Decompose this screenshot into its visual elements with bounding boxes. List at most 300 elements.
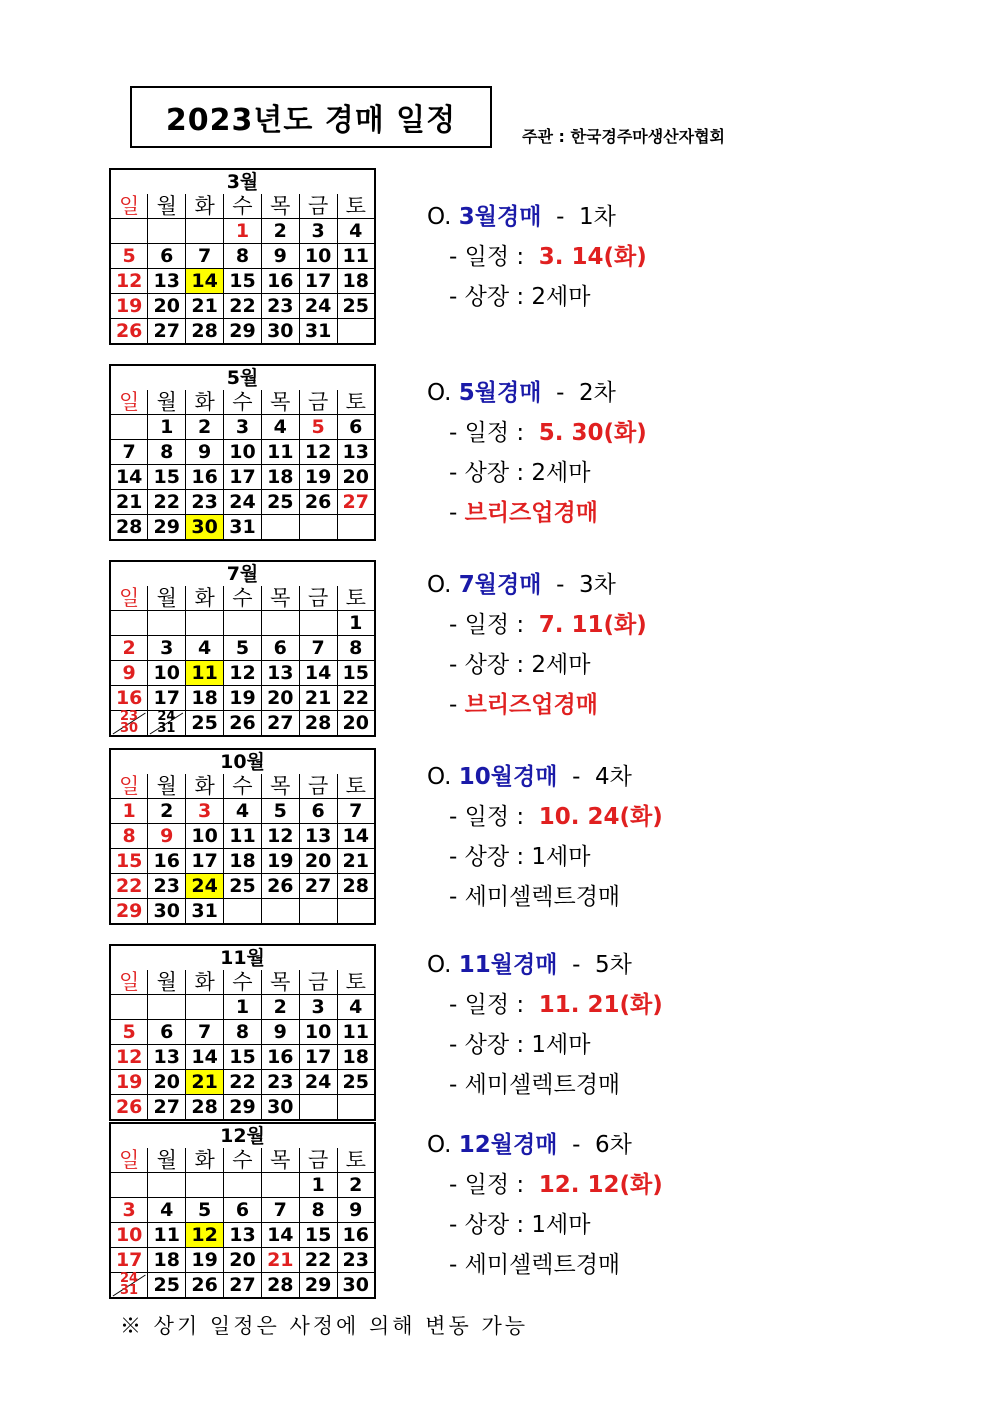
auction-type: 브리즈업경매 <box>464 692 598 718</box>
calendar-day: 30 <box>261 1095 299 1121</box>
calendar-day: 1 <box>224 219 262 244</box>
calendar-day: 2 <box>110 636 148 661</box>
auction-heading <box>427 574 647 597</box>
calendar-day: 28 <box>261 1273 299 1299</box>
calendar-day: 8 <box>110 824 148 849</box>
calendar-day: 4 <box>337 219 375 244</box>
weekday-header: 월 <box>148 390 186 415</box>
weekday-header: 월 <box>148 1148 186 1173</box>
calendar-day: 29 <box>148 515 186 541</box>
bullet-marker: O. <box>427 764 452 790</box>
calendar-day: 10 <box>186 824 224 849</box>
weekday-header: 화 <box>186 390 224 415</box>
auction-name: 7월경매 <box>458 572 542 598</box>
weekday-header: 금 <box>299 194 337 219</box>
calendar-month-title: 10월 <box>110 749 375 774</box>
calendar-day <box>110 611 148 636</box>
calendar-day: 2 <box>261 219 299 244</box>
auction-heading <box>427 1134 663 1157</box>
calendar-day: 24 <box>299 294 337 319</box>
auction-info-0 <box>427 206 647 309</box>
weekday-header: 목 <box>261 970 299 995</box>
separator: - <box>572 764 581 790</box>
calendar-day: 15 <box>148 465 186 490</box>
calendar-day: 7 <box>186 1020 224 1045</box>
calendar-day: 23 <box>148 874 186 899</box>
calendar-day: 16 <box>337 1223 375 1248</box>
calendar-day: 16 <box>261 1045 299 1070</box>
auction-heading <box>427 382 647 405</box>
calendar-day <box>299 899 337 925</box>
calendar-day: 10 <box>299 1020 337 1045</box>
split-day-top: 23 <box>120 709 139 724</box>
calendar-day: 25 <box>186 711 224 737</box>
calendar-day: 20 <box>337 465 375 490</box>
weekday-header: 수 <box>224 586 262 611</box>
venue-label: - 상장 : <box>449 1032 525 1058</box>
calendar-day: 8 <box>148 440 186 465</box>
calendar-day: 7 <box>299 636 337 661</box>
calendar-day: 2 <box>186 415 224 440</box>
weekday-header: 수 <box>224 970 262 995</box>
auction-round: 2차 <box>579 380 616 406</box>
auction-type-line: - 세미셀렉트경매 <box>449 1252 621 1278</box>
auction-name: 10월경매 <box>458 764 558 790</box>
calendar-day: 15 <box>337 661 375 686</box>
auction-heading <box>427 206 647 229</box>
auction-date: 3. 14(화) <box>538 244 647 270</box>
calendar-day: 20 <box>148 1070 186 1095</box>
weekday-header: 금 <box>299 586 337 611</box>
page-title: 2023년도 경매 일정 <box>130 86 492 148</box>
calendar-day: 6 <box>148 244 186 269</box>
calendar-day: 26 <box>110 319 148 345</box>
auction-round: 6차 <box>595 1132 632 1158</box>
calendar-day: 6 <box>261 636 299 661</box>
calendar-day: 13 <box>148 269 186 294</box>
calendar-day: 8 <box>299 1198 337 1223</box>
calendar-day: 27 <box>148 319 186 345</box>
calendar-day: 31 <box>299 319 337 345</box>
weekday-header: 화 <box>186 774 224 799</box>
schedule-line <box>449 806 663 829</box>
split-day-bottom: 30 <box>120 721 139 736</box>
calendar-day: 11 <box>337 1020 375 1045</box>
calendar-day: 4 <box>337 995 375 1020</box>
weekday-header: 수 <box>224 194 262 219</box>
calendar-day: 4 <box>148 1198 186 1223</box>
calendar-day: 15 <box>110 849 148 874</box>
calendar-day <box>110 995 148 1020</box>
calendar-day: 3 <box>148 636 186 661</box>
calendar-day: 19 <box>110 1070 148 1095</box>
calendar-day: 12 <box>110 269 148 294</box>
calendar-day: 28 <box>186 1095 224 1121</box>
split-day-bottom: 31 <box>120 1283 139 1298</box>
calendar-day <box>110 415 148 440</box>
separator: - <box>572 952 581 978</box>
calendar-day: 12 <box>224 661 262 686</box>
calendar-day: 29 <box>110 899 148 925</box>
calendar-day: 4 <box>261 415 299 440</box>
calendar-day: 18 <box>186 686 224 711</box>
calendar-day: 22 <box>224 1070 262 1095</box>
calendar-day: 24 <box>299 1070 337 1095</box>
bullet-marker: O. <box>427 1132 452 1158</box>
calendar-day: 23 <box>186 490 224 515</box>
auction-round: 1차 <box>579 204 616 230</box>
auction-type-line: - 브리즈업경매 <box>449 500 598 526</box>
calendar-day: 7 <box>186 244 224 269</box>
calendar-day: 29 <box>224 1095 262 1121</box>
calendar-day: 29 <box>224 319 262 345</box>
calendar-month-3 <box>109 748 376 925</box>
weekday-header: 수 <box>224 774 262 799</box>
calendar-day: 25 <box>148 1273 186 1299</box>
calendar-day: 2 <box>261 995 299 1020</box>
calendar-day: 5 <box>224 636 262 661</box>
auction-name: 12월경매 <box>458 1132 558 1158</box>
calendar-day: 23 <box>261 1070 299 1095</box>
weekday-header: 금 <box>299 1148 337 1173</box>
calendar-day: 13 <box>261 661 299 686</box>
venue-value: 2세마 <box>531 460 591 486</box>
auction-type: 세미셀렉트경매 <box>464 1072 621 1098</box>
auction-type-line: - 브리즈업경매 <box>449 692 598 718</box>
calendar-day: 14 <box>186 1045 224 1070</box>
bullet-marker: O. <box>427 952 452 978</box>
schedule-label: - 일정 : <box>449 992 525 1018</box>
calendar-day <box>337 1095 375 1121</box>
calendar-day <box>261 515 299 541</box>
calendar-day: 7 <box>337 799 375 824</box>
weekday-header: 일 <box>110 390 148 415</box>
schedule-label: - 일정 : <box>449 1172 525 1198</box>
calendar-day: 10 <box>299 244 337 269</box>
auction-date: 11. 21(화) <box>538 992 663 1018</box>
calendar-day: 18 <box>261 465 299 490</box>
calendar-day: 12 <box>261 824 299 849</box>
auction-type: 브리즈업경매 <box>464 500 598 526</box>
auction-name: 5월경매 <box>458 380 542 406</box>
calendar-day: 26 <box>299 490 337 515</box>
calendar-day: 4 <box>224 799 262 824</box>
calendar-day: 9 <box>186 440 224 465</box>
auction-type-line: - 세미셀렉트경매 <box>449 884 621 910</box>
venue-line <box>449 846 663 869</box>
weekday-header: 일 <box>110 1148 148 1173</box>
calendar-day: 30 <box>261 319 299 345</box>
calendar-day: 5 <box>110 244 148 269</box>
separator: - <box>572 1132 581 1158</box>
auction-heading <box>427 954 663 977</box>
calendar-month-title: 5월 <box>110 365 375 390</box>
calendar-day: 25 <box>337 294 375 319</box>
calendar-day: 3 <box>186 799 224 824</box>
auction-info-1 <box>427 382 647 525</box>
calendar-day: 20 <box>148 294 186 319</box>
auction-round: 5차 <box>595 952 632 978</box>
calendar-day <box>186 219 224 244</box>
calendar-day: 22 <box>224 294 262 319</box>
calendar-day: 23 <box>337 1248 375 1273</box>
calendar-day: 27 <box>148 1095 186 1121</box>
split-day-bottom: 31 <box>157 721 176 736</box>
venue-line <box>449 654 647 677</box>
calendar-day: 9 <box>261 244 299 269</box>
calendar-day: 9 <box>337 1198 375 1223</box>
calendar-day: 11 <box>337 244 375 269</box>
calendar-day: 14 <box>186 269 224 294</box>
calendar-day: 16 <box>261 269 299 294</box>
calendar-day: 30 <box>148 899 186 925</box>
weekday-header: 수 <box>224 390 262 415</box>
calendar-day: 28 <box>299 711 337 737</box>
venue-value: 1세마 <box>531 844 591 870</box>
separator: - <box>556 204 565 230</box>
calendar-day: 22 <box>148 490 186 515</box>
host-organization: 주관 : 한국경주마생산자협회 <box>522 127 726 146</box>
calendar-day: 18 <box>337 269 375 294</box>
weekday-header: 토 <box>337 390 375 415</box>
weekday-header: 일 <box>110 194 148 219</box>
split-day-top: 24 <box>157 709 176 724</box>
calendar-day <box>110 1273 148 1299</box>
weekday-header: 금 <box>299 970 337 995</box>
separator: - <box>556 380 565 406</box>
calendar-month-2 <box>109 560 376 737</box>
weekday-header: 월 <box>148 194 186 219</box>
schedule-line <box>449 422 647 445</box>
weekday-header: 화 <box>186 970 224 995</box>
calendar-month-title: 12월 <box>110 1123 375 1148</box>
calendar-day: 15 <box>224 1045 262 1070</box>
calendar-day: 14 <box>299 661 337 686</box>
venue-line <box>449 462 647 485</box>
weekday-header: 목 <box>261 586 299 611</box>
calendar-day: 26 <box>186 1273 224 1299</box>
calendar-month-title: 11월 <box>110 945 375 970</box>
calendar-day: 19 <box>299 465 337 490</box>
calendar-day <box>299 611 337 636</box>
calendar-day: 25 <box>337 1070 375 1095</box>
calendar-day: 25 <box>224 874 262 899</box>
schedule-line <box>449 994 663 1017</box>
calendar-day: 8 <box>337 636 375 661</box>
calendar-day <box>299 515 337 541</box>
calendar-day <box>148 711 186 737</box>
calendar-day: 12 <box>110 1045 148 1070</box>
calendar-day: 13 <box>299 824 337 849</box>
calendar-day: 11 <box>148 1223 186 1248</box>
venue-label: - 상장 : <box>449 460 525 486</box>
calendar-day: 6 <box>148 1020 186 1045</box>
weekday-header: 토 <box>337 774 375 799</box>
weekday-header: 월 <box>148 970 186 995</box>
calendar-day: 15 <box>299 1223 337 1248</box>
venue-value: 2세마 <box>531 284 591 310</box>
schedule-label: - 일정 : <box>449 244 525 270</box>
calendar-day: 29 <box>299 1273 337 1299</box>
weekday-header: 일 <box>110 586 148 611</box>
schedule-line <box>449 246 647 269</box>
calendar-day: 18 <box>224 849 262 874</box>
calendar-day: 2 <box>337 1173 375 1198</box>
weekday-header: 금 <box>299 774 337 799</box>
venue-value: 2세마 <box>531 652 591 678</box>
calendar-day <box>261 611 299 636</box>
venue-line <box>449 1034 663 1057</box>
calendar-day: 8 <box>224 1020 262 1045</box>
calendar-day: 28 <box>186 319 224 345</box>
venue-value: 1세마 <box>531 1212 591 1238</box>
auction-name: 11월경매 <box>458 952 558 978</box>
calendar-day: 28 <box>337 874 375 899</box>
weekday-header: 목 <box>261 774 299 799</box>
weekday-header: 일 <box>110 970 148 995</box>
calendar-month-5 <box>109 1122 376 1299</box>
calendar-day: 3 <box>299 219 337 244</box>
calendar-day: 11 <box>186 661 224 686</box>
calendar-day: 21 <box>299 686 337 711</box>
calendar-day: 31 <box>186 899 224 925</box>
weekday-header: 화 <box>186 1148 224 1173</box>
weekday-header: 수 <box>224 1148 262 1173</box>
weekday-header: 월 <box>148 586 186 611</box>
calendar-day: 28 <box>110 515 148 541</box>
calendar-day: 21 <box>261 1248 299 1273</box>
auction-info-4 <box>427 954 663 1097</box>
venue-line <box>449 286 647 309</box>
venue-label: - 상장 : <box>449 1212 525 1238</box>
calendar-day: 16 <box>110 686 148 711</box>
schedule-line <box>449 1174 663 1197</box>
footnote: ※ 상기 일정은 사정에 의해 변동 가능 <box>120 1314 529 1338</box>
calendar-day: 26 <box>110 1095 148 1121</box>
auction-type: 세미셀렉트경매 <box>464 884 621 910</box>
schedule-label: - 일정 : <box>449 804 525 830</box>
calendar-day: 15 <box>224 269 262 294</box>
venue-label: - 상장 : <box>449 844 525 870</box>
calendar-day: 13 <box>337 440 375 465</box>
auction-info-5 <box>427 1134 663 1277</box>
weekday-header: 목 <box>261 390 299 415</box>
calendar-day <box>186 1173 224 1198</box>
calendar-day: 5 <box>261 799 299 824</box>
calendar-day: 6 <box>299 799 337 824</box>
calendar-day: 1 <box>337 611 375 636</box>
calendar-day: 14 <box>337 824 375 849</box>
calendar-day: 17 <box>110 1248 148 1273</box>
calendar-day <box>299 1095 337 1121</box>
calendar-day: 3 <box>224 415 262 440</box>
venue-label: - 상장 : <box>449 284 525 310</box>
calendar-month-title: 3월 <box>110 169 375 194</box>
auction-date: 12. 12(화) <box>538 1172 663 1198</box>
weekday-header: 화 <box>186 194 224 219</box>
calendar-day <box>261 1173 299 1198</box>
calendar-day: 30 <box>186 515 224 541</box>
calendar-day: 3 <box>110 1198 148 1223</box>
schedule-label: - 일정 : <box>449 420 525 446</box>
calendar-day: 21 <box>186 294 224 319</box>
weekday-header: 목 <box>261 1148 299 1173</box>
venue-line <box>449 1214 663 1237</box>
weekday-header: 일 <box>110 774 148 799</box>
calendar-day: 25 <box>261 490 299 515</box>
calendar-day <box>148 995 186 1020</box>
calendar-day: 10 <box>148 661 186 686</box>
calendar-month-4 <box>109 944 376 1121</box>
weekday-header: 토 <box>337 194 375 219</box>
calendar-day: 9 <box>148 824 186 849</box>
separator: - <box>556 572 565 598</box>
calendar-day <box>110 1173 148 1198</box>
calendar-day <box>337 319 375 345</box>
calendar-day: 10 <box>224 440 262 465</box>
calendar-day: 20 <box>224 1248 262 1273</box>
calendar-day: 5 <box>299 415 337 440</box>
calendar-day: 20 <box>299 849 337 874</box>
calendar-month-0 <box>109 168 376 345</box>
calendar-day: 16 <box>148 849 186 874</box>
calendar-day: 6 <box>224 1198 262 1223</box>
venue-value: 1세마 <box>531 1032 591 1058</box>
calendar-day: 18 <box>337 1045 375 1070</box>
calendar-day <box>148 611 186 636</box>
calendar-day: 31 <box>224 515 262 541</box>
auction-date: 7. 11(화) <box>538 612 647 638</box>
calendar-day: 26 <box>261 874 299 899</box>
calendar-day: 5 <box>186 1198 224 1223</box>
calendar-day: 3 <box>299 995 337 1020</box>
calendar-day: 20 <box>337 711 375 737</box>
calendar-day: 17 <box>299 1045 337 1070</box>
calendar-day: 20 <box>261 686 299 711</box>
calendar-day: 22 <box>110 874 148 899</box>
calendar-day: 1 <box>224 995 262 1020</box>
calendar-day: 22 <box>337 686 375 711</box>
calendar-day <box>224 899 262 925</box>
auction-date: 5. 30(화) <box>538 420 647 446</box>
calendar-day: 2 <box>148 799 186 824</box>
auction-date: 10. 24(화) <box>538 804 663 830</box>
calendar-day: 12 <box>299 440 337 465</box>
auction-round: 4차 <box>595 764 632 790</box>
calendar-day <box>186 611 224 636</box>
calendar-day: 17 <box>186 849 224 874</box>
calendar-day: 27 <box>299 874 337 899</box>
calendar-day: 5 <box>110 1020 148 1045</box>
calendar-day: 12 <box>186 1223 224 1248</box>
calendar-day: 27 <box>224 1273 262 1299</box>
weekday-header: 금 <box>299 390 337 415</box>
auction-info-3 <box>427 766 663 909</box>
auction-heading <box>427 766 663 789</box>
auction-info-2 <box>427 574 647 717</box>
calendar-day: 16 <box>186 465 224 490</box>
calendar-day: 21 <box>110 490 148 515</box>
calendar-day: 4 <box>186 636 224 661</box>
calendar-day: 19 <box>110 294 148 319</box>
calendar-day <box>186 995 224 1020</box>
split-day-top: 24 <box>120 1271 139 1286</box>
calendar-day: 18 <box>148 1248 186 1273</box>
schedule-label: - 일정 : <box>449 612 525 638</box>
calendar-day: 24 <box>224 490 262 515</box>
calendar-day: 13 <box>224 1223 262 1248</box>
calendar-day <box>224 1173 262 1198</box>
